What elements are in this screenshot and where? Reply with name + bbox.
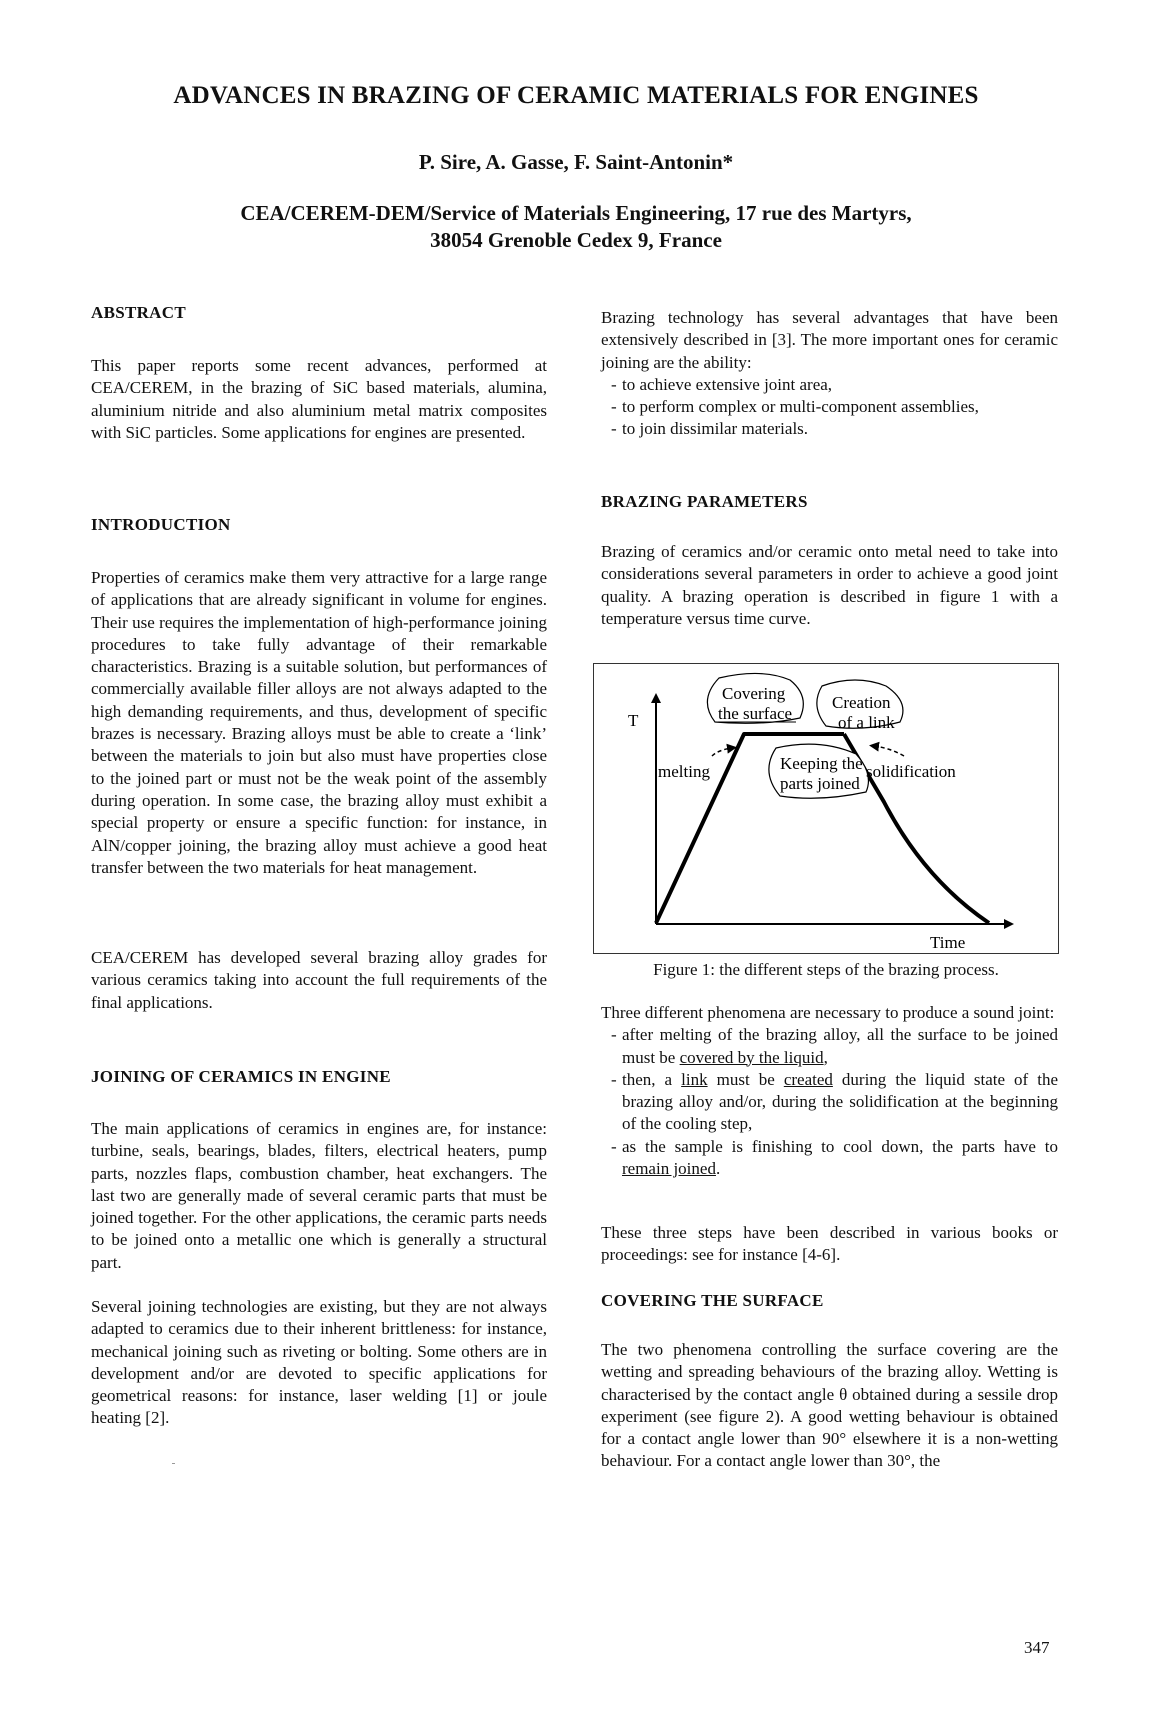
introduction-heading: INTRODUCTION: [91, 515, 231, 534]
phenomenon-2-emphasis-created: created: [783, 1069, 833, 1089]
joined-bubble-line-2: parts joined: [780, 774, 860, 793]
phenomena-closing: These three steps have been described in various books or proceedings: see for instance [4-6].: [601, 1223, 1058, 1265]
list-item: [601, 1136, 1058, 1181]
melting-arrow: [712, 748, 732, 756]
list-item: - to perform complex or multi-component assemblies,: [601, 396, 1058, 418]
phenomenon-2-text: then, a: [622, 1069, 682, 1089]
page-number: 347: [1024, 1638, 1050, 1657]
paper-title: ADVANCES IN BRAZING OF CERAMIC MATERIALS FOR ENGINES: [173, 82, 979, 109]
phenomenon-2-emphasis-link: link: [681, 1069, 708, 1089]
covering-bubble-line-1: Covering: [722, 684, 786, 703]
solidification-arrow: [874, 746, 904, 756]
link-bubble-line-2: of a link: [838, 713, 895, 732]
phenomenon-3-emphasis: remain joined: [622, 1159, 716, 1179]
abstract-heading: ABSTRACT: [91, 303, 186, 322]
phenomenon-3-text: as the sample is finishing to cool down, the parts have to: [622, 1136, 1058, 1156]
phenomenon-2-end: during the liquid state of the brazing alloy and/or, during the solidification at the beginning of the cooling step,: [622, 1069, 1058, 1134]
covering-text: The two phenomena controlling the surface covering are the wetting and spreading behaviours of the brazing alloy. Wetting is characterised by the contact angle θ obtained during a sessile drop experiment (see figure 2). A good wetting behaviour is obtained for a contact angle lower than 90° elsewhere it is a non-wetting behaviour. For a contact angle lower than 30°, the: [601, 1340, 1058, 1471]
list-item: [601, 1069, 1058, 1136]
affiliation-line-2: 38054 Grenoble Cedex 9, France: [430, 228, 722, 252]
joined-bubble-line-1: Keeping the: [780, 754, 863, 773]
solidification-label: solidification: [866, 762, 956, 781]
advantages-list: [601, 374, 1058, 441]
affiliation-line-1: CEA/CEREM-DEM/Service of Materials Engineering, 17 rue des Martyrs,: [240, 201, 912, 225]
x-axis-label: Time: [930, 933, 966, 952]
figure-1-caption: Figure 1: the different steps of the brazing process.: [653, 960, 999, 979]
phenomenon-3-end: .: [715, 1159, 721, 1179]
phenomena-intro: Three different phenomena are necessary to produce a sound joint:: [601, 1003, 1055, 1022]
covering-bubble-line-2: the surface: [718, 704, 793, 723]
figure-1: [593, 663, 1059, 954]
phenomenon-1-text: after melting of the brazing alloy, all the surface to be joined must be: [622, 1025, 1058, 1067]
paper-affiliation: [0, 200, 1152, 254]
phenomenon-1-emphasis: covered by the liquid: [679, 1047, 824, 1067]
joining-heading: JOINING OF CERAMICS IN ENGINE: [91, 1067, 391, 1086]
brazing-parameters-text: Brazing of ceramics and/or ceramic onto metal need to take into considerations several parameters in order to achieve a good joint quality. A brazing operation is described in figure 1 with a temperature versus time curve.: [601, 542, 1058, 628]
introduction-paragraph-1: Properties of ceramics make them very attractive for a large range of applications that are already significant in volume for engines. Their use requires the implementation of high-performance joining procedures to take fully advantage of their remarkable characteristics. Brazing is a suitable solution, but performances of commercially available filler alloys are not always adapted to the high demanding requirements, and thus, development of specific brazes is necessary. Brazing alloys must be able to create a ‘link’ between the materials to join but also must have properties close to the joined part or must not be the weak point of the assembly during operation. In some case, the brazing alloy must exhibit a special property or ensure a specific function: for instance, in AlN/copper joining, the brazing alloy must achieve a good heat transfer between the two materials for heat management.: [91, 568, 547, 877]
phenomenon-2-mid: must be: [707, 1069, 784, 1089]
melting-label: melting: [658, 762, 710, 781]
joining-paragraph-2: Several joining technologies are existing, but they are not always adapted to ceramics due to their inherent brittleness: for instance, mechanical joining such as riveting or bolting. Some others are in development and/or are devoted to specific applications for geometrical reasons: for instance, laser welding [1] or joule heating [2].: [91, 1297, 547, 1428]
brazing-parameters-heading: BRAZING PARAMETERS: [601, 492, 808, 511]
phenomena-block: [601, 1002, 1058, 1180]
advantages-block: [601, 307, 1058, 441]
list-item: [601, 1024, 1058, 1069]
phenomena-list: [601, 1024, 1058, 1180]
link-bubble-line-1: Creation: [832, 693, 891, 712]
advantages-intro: Brazing technology has several advantages that have been extensively described in [3]. The more important ones for ceramic joining are the ability:: [601, 308, 1058, 372]
covering-heading: COVERING THE SURFACE: [601, 1291, 824, 1310]
joining-paragraph-1: The main applications of ceramics in engines are, for instance: turbine, seals, bearings, blades, filters, electrical heaters, pump parts, nozzles flaps, combustion chamber, heat exchangers. The last two are generally made of several ceramic parts that must be joined together. For the other applications, the ceramic parts needs to be joined onto a metallic one which is generally a structural part.: [91, 1119, 547, 1272]
brazing-cycle-diagram: [594, 664, 1060, 955]
phenomenon-1-end: ,: [823, 1047, 828, 1067]
abstract-text: This paper reports some recent advances, performed at CEA/CEREM, in the brazing of SiC based materials, alumina, aluminium nitride and also aluminium metal matrix composites with SiC particles. Some applications for engines are presented.: [91, 356, 547, 442]
list-item: - to achieve extensive joint area,: [601, 374, 1058, 396]
list-item: - to join dissimilar materials.: [601, 418, 1058, 440]
introduction-paragraph-2: CEA/CEREM has developed several brazing alloy grades for various ceramics taking into account the full requirements of the final applications.: [91, 948, 547, 1012]
y-axis-label: T: [628, 711, 639, 730]
scan-speck: [172, 1463, 175, 1464]
paper-authors: P. Sire, A. Gasse, F. Saint-Antonin*: [418, 150, 734, 174]
